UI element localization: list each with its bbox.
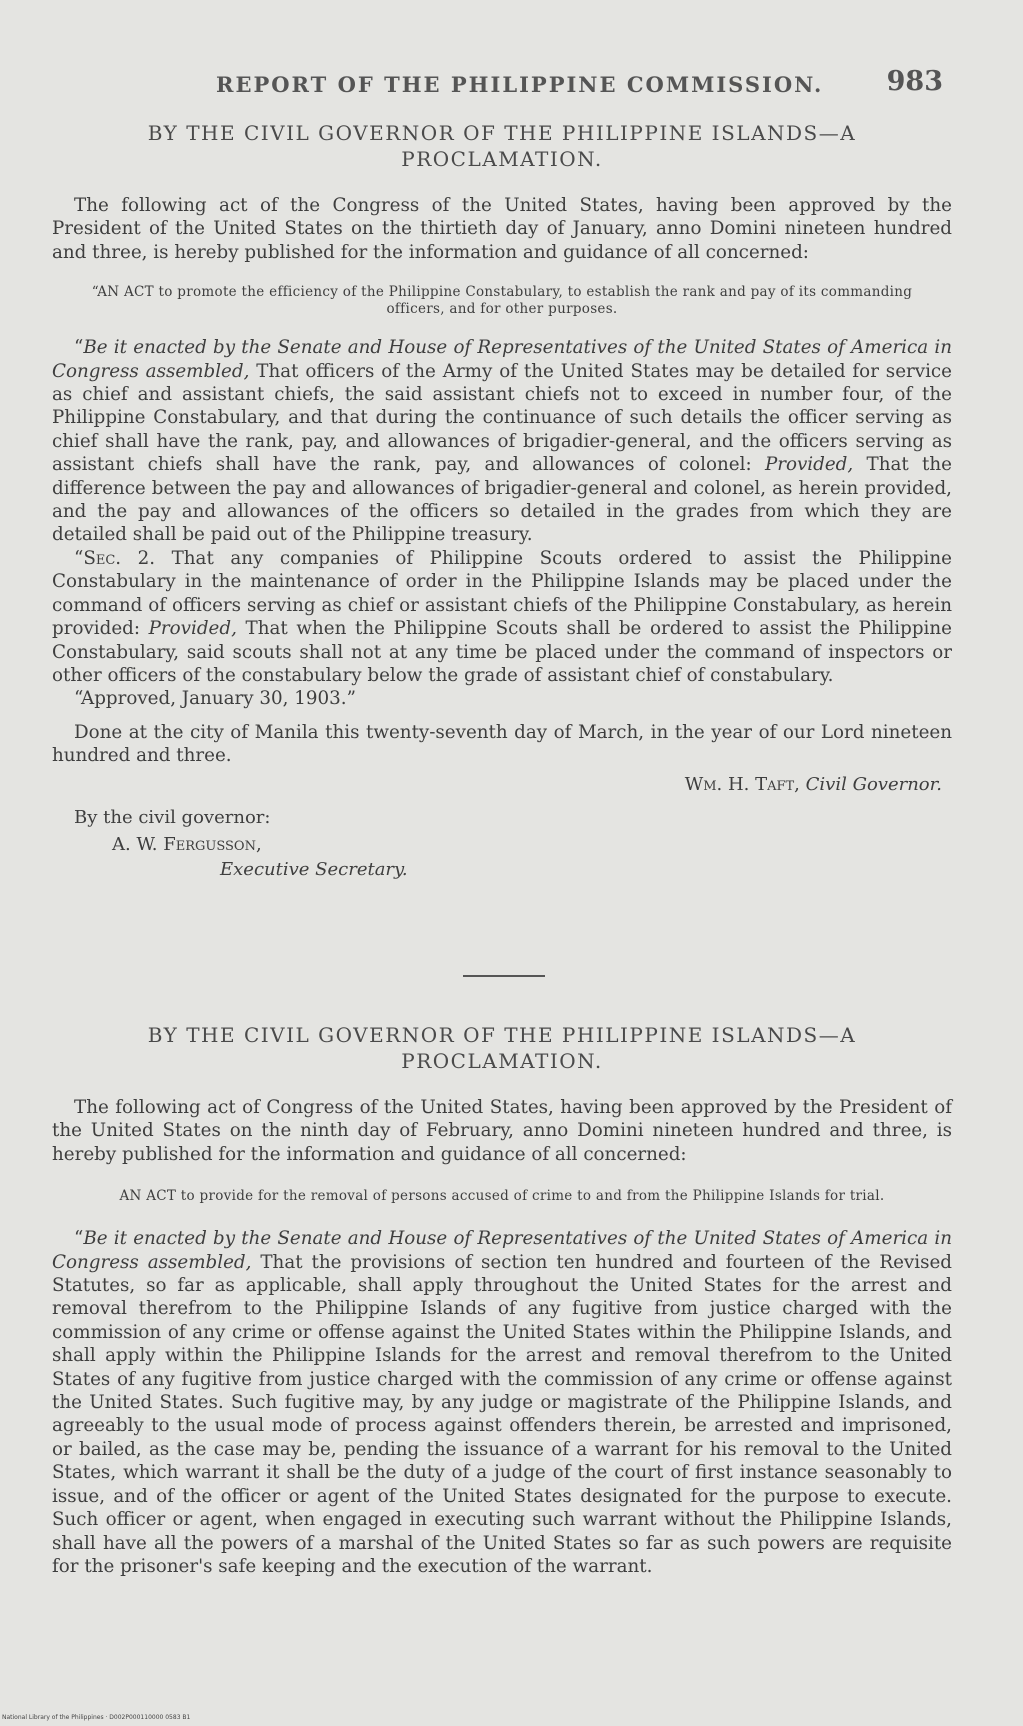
act-1-section-2: [52, 547, 952, 687]
enact-text-2: That the provisions of section ten hundred and fourteen of the Revised Statutes, so far as applicable, shall apply throughout the United States for the arrest and removal therefrom to the Philippine Islands of any fugitive from justice charged with the commission of any crime or offense against the United States within the Philippine Islands, and shall apply within the Philippine Islands for the arrest and removal therefrom to the United States of any fugitive from justice charged with the commission of any crime or offense against the United States. Such fugitive may, by any judge or magistrate of the Philippine Islands, and agreeably to the usual mode of process against offenders therein, be arrested and imprisoned, or bailed, as the case may be, pending the issuance of a warrant for his removal to the United States, which warrant it shall be the duty of a judge of the court of first instance seasonably to issue, and of the officer or agent of the United States designated for the purpose to execute. Such officer or agent, when engaged in executing such warrant without the Philippine Islands, shall have all the powers of a marshal of the United States so far as such powers are requisite for the prisoner's safe keeping and the execution of the warrant.: [52, 1251, 952, 1577]
proclamation-2-intro: The following act of Congress of the United States, having been approved by the President of the United States on the ninth day of February, anno Domini nineteen hundred and three, is hereby published for the information and guidance of all concerned:: [52, 1097, 952, 1165]
act-2-enacting-clause: [52, 1227, 952, 1578]
secretary-title: [220, 859, 952, 880]
signer-name: Wm. H. Taft,: [684, 773, 800, 795]
enact-text-a: That officers of the Army of the United States may be detailed for service as chief and assistant chiefs, the said assistant chiefs not to exceed in number four, of the Philippine Constabulary, and that during the continuance of such details the officer serving as chief shall have the rank, pay, and allowances of brigadier-general, and the officers serving as assistant chiefs shall have the rank, pay, and allowances of colonel:: [52, 360, 952, 476]
governor-signature: [52, 774, 942, 795]
section-2-label: “Sec. 2.: [74, 547, 156, 569]
page-number: 983: [886, 66, 943, 97]
by-line: By the civil governor:: [74, 806, 271, 828]
open-quote-2: “: [74, 1228, 84, 1250]
sec2-provided-word: Provided,: [148, 618, 237, 640]
act-1-title: “AN ACT to promote the efficiency of the Philippine Constabulary, to establish the rank and pay of its commanding officers, and for other purposes.: [91, 284, 913, 318]
proclamation-1: [52, 120, 952, 880]
act-2-title: AN ACT to provide for the removal of persons accused of crime to and from the Philippine Islands for trial.: [119, 1188, 885, 1205]
sec2-text-b: That when the Philippine Scouts shall be ordered to assist the Philippine Constabulary, said scouts shall not at any time be placed under the command of inspectors or other officers of the constabulary below the grade of assistant chief of constabulary.: [52, 618, 952, 686]
signer-title: Civil Governor.: [805, 773, 942, 795]
scan-credit: National Library of the Philippines · D002P000110000 0583 B1: [2, 1714, 191, 1721]
sec2-text-a: That any companies of Philippine Scouts ordered to assist the Philippine Constabulary in the maintenance of order in the Philippine Islands may be placed under the command of officers serving as chief or assistant chiefs of the Philippine Constabulary, as herein provided:: [52, 547, 952, 640]
running-title: REPORT OF THE PHILIPPINE COMMISSION.: [216, 72, 824, 97]
proclamation-2: [52, 1022, 952, 1578]
enacting-formula-2: Be it enacted by the Senate and House of Representatives of the United States of America in Congress assembled,: [52, 1228, 952, 1273]
running-head: [0, 66, 1023, 108]
open-quote: “: [74, 337, 84, 359]
act-1-enacting-clause: [52, 336, 952, 547]
provided-word: Provided,: [764, 454, 854, 476]
secretary-name: A. W. Fergusson,: [112, 833, 262, 855]
proclamation-2-heading: BY THE CIVIL GOVERNOR OF THE PHILIPPINE ISLANDS—A PROCLAMATION.: [147, 1023, 857, 1073]
proclamation-1-heading: BY THE CIVIL GOVERNOR OF THE PHILIPPINE ISLANDS—A PROCLAMATION.: [147, 121, 857, 171]
done-at-manila: Done at the city of Manila this twenty-seventh day of March, in the year of our Lord nineteen hundred and three.: [52, 721, 952, 767]
approved-line: “Approved, January 30, 1903.”: [74, 688, 356, 710]
enacting-formula: Be it enacted by the Senate and House of Representatives of the United States of America in Congress assembled,: [52, 337, 952, 382]
proclamation-1-intro: The following act of the Congress of the United States, having been approved by the President of the United States on the thirtieth day of January, anno Domini nineteen hundred and three, is hereby published for the information and guidance of all concerned:: [52, 195, 952, 263]
enact-text-b: That the difference between the pay and allowances of brigadier-general and colonel, as herein provided, and the pay and allowances of the officers so detailed in the grades from which they are detailed shall be paid out of the Philippine treasury.: [52, 454, 952, 546]
secretary-title-text: Executive Secretary.: [220, 858, 408, 880]
section-divider: [463, 975, 545, 977]
